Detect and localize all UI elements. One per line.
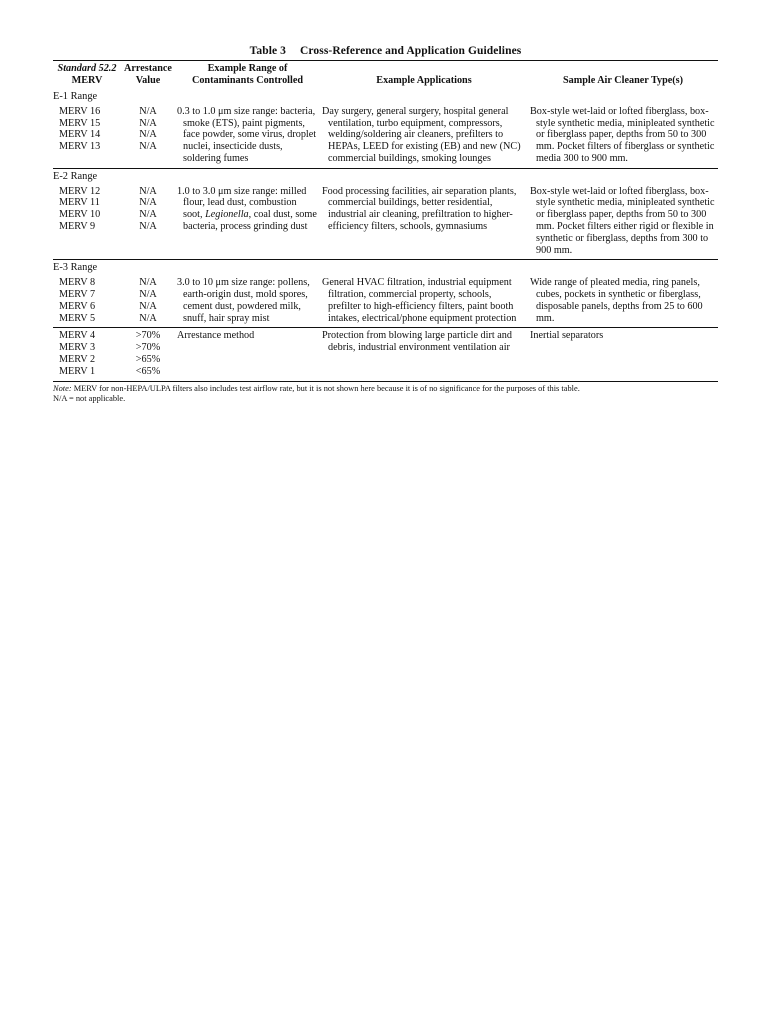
contaminants-cell (175, 328, 320, 381)
applications-cell (320, 106, 528, 168)
contaminants-text: Arrestance method (177, 330, 255, 342)
cleaner-text: Box-style wet-laid or lofted fiberglass, box-style synthetic media, minipleated synthetic or fiberglass paper, depths from 50 to 300 mm. Pocket filters either rigid or flexible in synthetic or fiberglass, depths from 300 to 900 mm. (530, 185, 715, 256)
range-row-e3 (53, 260, 718, 277)
merv-cell (53, 328, 121, 381)
table-row (53, 106, 718, 168)
contaminants-text: 0.3 to 1.0 μm size range: bacteria, smoke (ETS), paint pigments, face powder, some virus, droplet nuclei, insecticide dusts, soldering fumes (177, 105, 317, 164)
contaminants-text (177, 186, 318, 233)
contaminants-text: 3.0 to 10 μm size range: pollens, earth-origin dust, mold spores, cement dust, powdered milk, snuff, hair spray mist (177, 277, 310, 324)
merv-value: MERV 16 (59, 105, 101, 117)
header-merv (53, 61, 121, 89)
header-applications: Example Applications (376, 74, 472, 86)
range-row-e1 (53, 89, 718, 106)
arrestance-value: N/A (139, 105, 157, 117)
applications-cell (320, 328, 528, 381)
arrestance-value: N/A (139, 220, 157, 232)
merv-value: MERV 6 (59, 300, 96, 312)
merv-value: MERV 13 (59, 141, 101, 153)
range-row-e2 (53, 168, 718, 185)
header-merv-line2: MERV (71, 74, 103, 86)
contaminants-text-pre: 1.0 to 3.0 μm size range: milled flour, lead dust, combustion soot, (177, 185, 307, 221)
table-container (53, 44, 718, 404)
table-title (53, 44, 718, 60)
cleaner-text: Wide range of pleated media, ring panels, cubes, pockets in synthetic or fiberglass, disposable panels, depths from 25 to 600 mm. (530, 277, 703, 324)
arrestance-value: >65% (135, 353, 161, 365)
arrestance-cell (121, 328, 175, 381)
na-note: N/A = not applicable. (53, 393, 126, 403)
header-merv-line1: Standard 52.2 (57, 63, 117, 74)
arrestance-cell (121, 106, 175, 168)
note-label: Note: (53, 383, 72, 393)
table-row (53, 328, 718, 381)
arrestance-value: >70% (135, 342, 161, 354)
arrestance-value: <65% (135, 365, 161, 377)
table-note (53, 384, 718, 394)
merv-value: MERV 12 (59, 185, 101, 197)
merv-cell (53, 186, 121, 260)
cleaner-cell (528, 106, 718, 168)
arrestance-value: N/A (139, 129, 157, 141)
cleaner-cell (528, 277, 718, 328)
range-label: E-1 Range (53, 91, 98, 102)
contaminants-cell (175, 186, 320, 260)
applications-text: Day surgery, general surgery, hospital general ventilation, turbo equipment, compressors, welding/soldering air cleaners, prefilters to HEPAs, LEED for existing (EB) and new (NC) commercial buildings, smoking lounges (322, 105, 521, 164)
note-text: MERV for non-HEPA/ULPA filters also includes test airflow rate, but it is not shown here because it is of no significance for the purposes of this table. (71, 383, 580, 393)
merv-value: MERV 7 (59, 288, 96, 300)
range-label: E-2 Range (53, 168, 718, 185)
merv-value: MERV 15 (59, 117, 101, 129)
arrestance-value: N/A (139, 117, 157, 129)
contaminants-cell (175, 277, 320, 328)
bottom-rule (53, 381, 718, 382)
merv-value: MERV 11 (59, 197, 100, 209)
header-arrestance-line2: Value (135, 74, 161, 86)
cleaner-cell (528, 328, 718, 381)
table-title-text: Cross-Reference and Application Guidelines (300, 45, 522, 57)
arrestance-cell (121, 186, 175, 260)
applications-cell (320, 186, 528, 260)
range-label: E-3 Range (53, 260, 718, 277)
contaminants-text-post: , coal dust, some bacteria, process grinding dust (183, 209, 317, 232)
merv-value: MERV 1 (59, 365, 96, 377)
merv-value: MERV 9 (59, 220, 96, 232)
merv-cell (53, 277, 121, 328)
merv-value: MERV 2 (59, 353, 96, 365)
header-contaminants (175, 61, 320, 89)
header-arrestance-line1: Arrestance (124, 63, 172, 74)
header-arrestance (121, 61, 175, 89)
header-contaminants-line2: Contaminants Controlled (191, 74, 304, 86)
arrestance-value: N/A (139, 277, 157, 289)
applications-cell (320, 277, 528, 328)
merv-cell (53, 106, 121, 168)
merv-value: MERV 3 (59, 342, 96, 354)
applications-text: Protection from blowing large particle dirt and debris, industrial environment ventilation air (322, 330, 512, 354)
applications-text: General HVAC filtration, industrial equipment filtration, commercial property, schools, prefilter to high-efficiency filters, paint booth intakes, electrical/phone equipment protection (322, 277, 517, 324)
table-row (53, 277, 718, 328)
merv-value: MERV 10 (59, 209, 101, 221)
contaminants-text-italic: Legionella (205, 209, 249, 221)
header-cleaner: Sample Air Cleaner Type(s) (562, 74, 684, 86)
header-contaminants-line1: Example Range of (207, 63, 288, 74)
table-row (53, 186, 718, 260)
header-row (53, 61, 718, 89)
arrestance-value: N/A (139, 185, 157, 197)
cleaner-text: Inertial separators (530, 330, 604, 342)
contaminants-cell (175, 106, 320, 168)
arrestance-value: N/A (139, 300, 157, 312)
merv-value: MERV 8 (59, 277, 96, 289)
merv-value: MERV 14 (59, 129, 101, 141)
merv-value: MERV 5 (59, 312, 96, 324)
cleaner-cell (528, 186, 718, 260)
cleaner-text: Box-style wet-laid or lofted fiberglass, box-style synthetic media, minipleated synthetic or fiberglass paper, depths from 50 to 300 mm. Pocket filters of fiberglass or synthetic media 300 to 900 mm. (530, 105, 715, 164)
arrestance-value: N/A (139, 312, 157, 324)
arrestance-value: >70% (135, 330, 161, 342)
cross-reference-table (53, 61, 718, 381)
arrestance-value: N/A (139, 141, 157, 153)
applications-text: Food processing facilities, air separation plants, commercial buildings, better residential, industrial air cleaning, prefiltration to higher-efficiency filters, schools, gymnasiums (322, 185, 517, 232)
arrestance-cell (121, 277, 175, 328)
arrestance-value: N/A (139, 209, 157, 221)
arrestance-value: N/A (139, 197, 157, 209)
merv-value: MERV 4 (59, 330, 96, 342)
arrestance-value: N/A (139, 288, 157, 300)
table-number: Table 3 (249, 45, 287, 57)
